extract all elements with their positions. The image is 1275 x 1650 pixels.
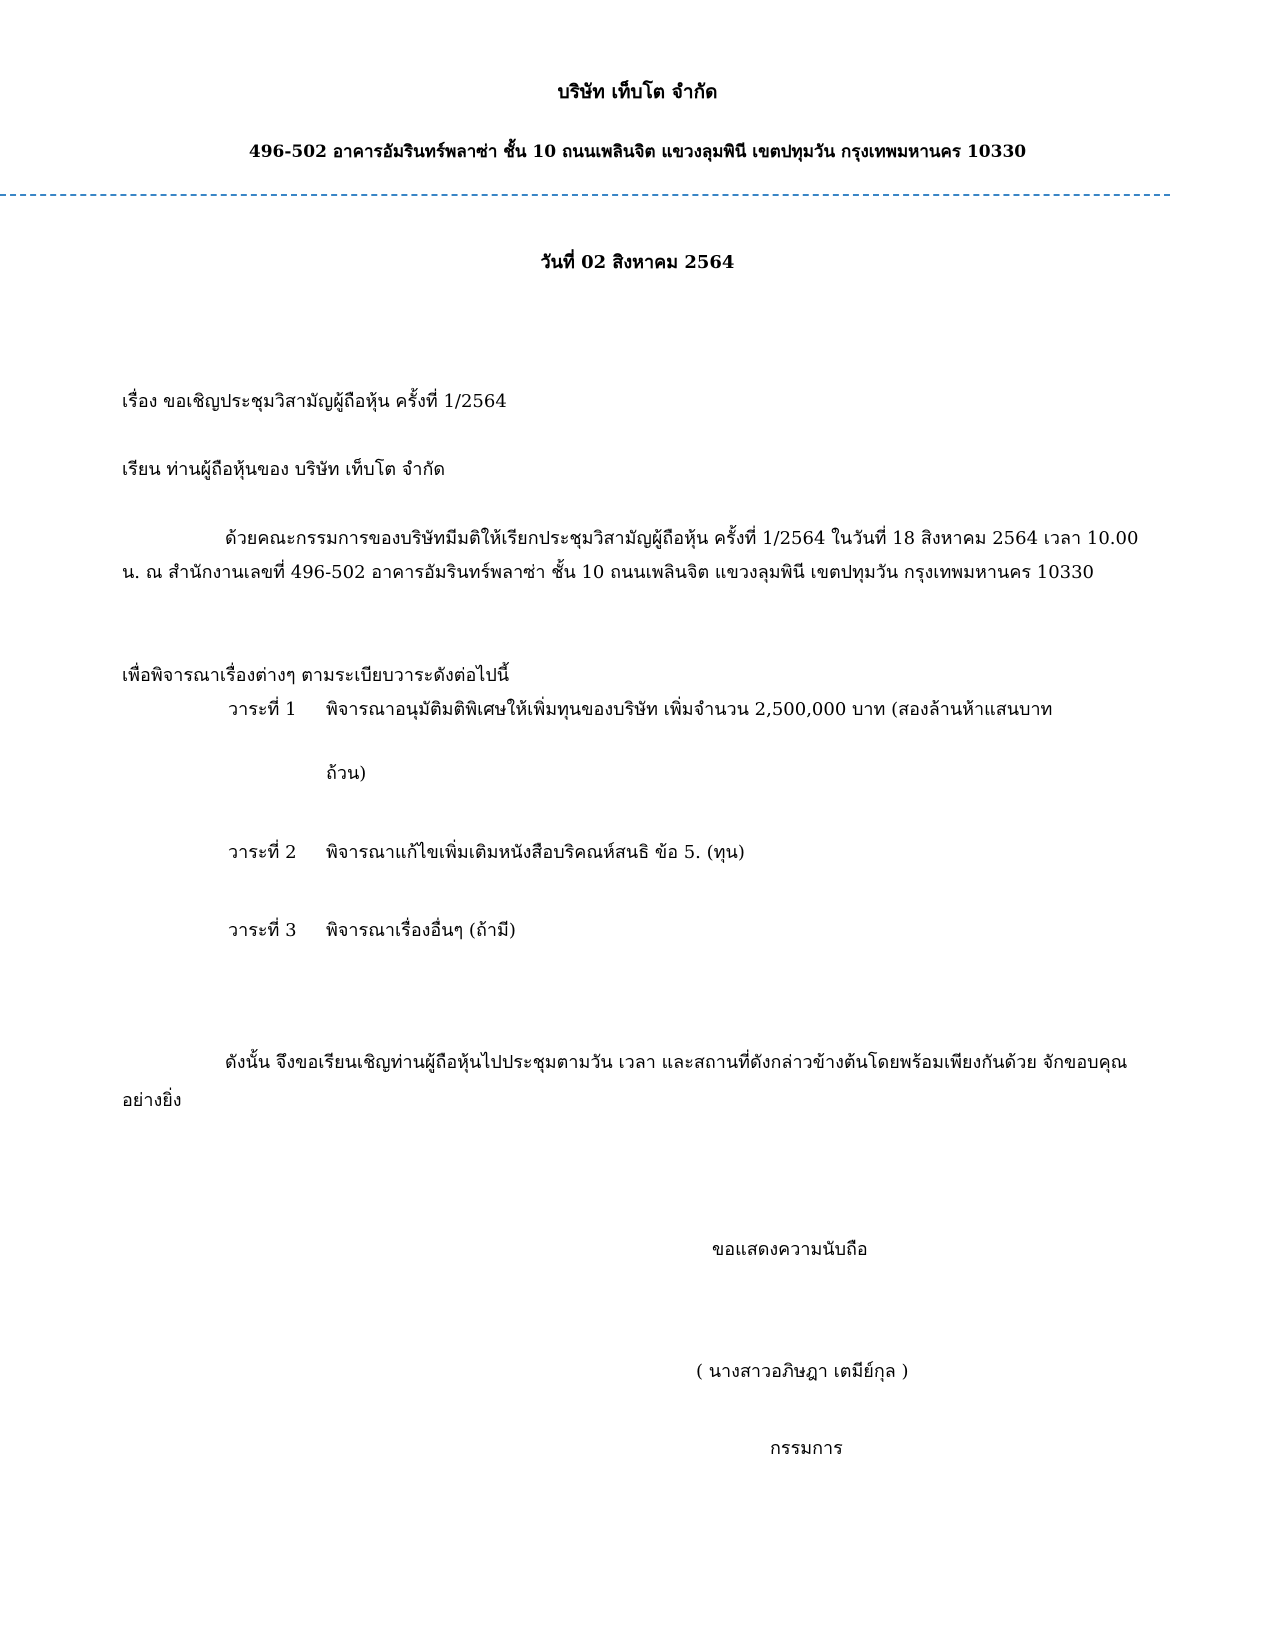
letter-date: วันที่ 02 สิงหาคม 2564 — [540, 252, 735, 273]
letter-body: ด้วยคณะกรรมการของบริษัทมีมติให้เรียกประชุมวิสามัญผู้ถือหุ้น ครั้งที่ 1/2564 ในวันที่ 18 สิงหาคม 2564 เวลา 10.00 น. ณ สำนักงานเลขที่ 496-502 อาคารอัมรินทร์พลาซ่า ชั้น 10 ถนนเพลินจิต แขวงลุมพินี เขตปทุมวัน กรุงเทพมหานคร 10330 — [122, 528, 1139, 583]
agenda-item-2-number: วาระที่ 2 — [228, 842, 297, 863]
letter-subject: เรื่อง ขอเชิญประชุมวิสามัญผู้ถือหุ้น ครั้งที่ 1/2564 — [122, 391, 507, 412]
agenda-item-1-number: วาระที่ 1 — [228, 699, 297, 720]
agenda-item-1-text-continued: ถ้วน) — [326, 763, 367, 784]
letter-recipient: เรียน ท่านผู้ถือหุ้นของ บริษัท เท็บโต จำกัด — [122, 459, 446, 480]
company-name: บริษัท เท็บโต จำกัด — [557, 81, 718, 103]
agenda-item-3-text: พิจารณาเรื่องอื่นๆ (ถ้ามี) — [326, 920, 516, 941]
closing-regards: ขอแสดงความนับถือ — [712, 1239, 868, 1260]
signer-name: ( นางสาวอภิษฎา เตมีย์กุล ) — [696, 1361, 909, 1382]
agenda-intro: เพื่อพิจารณาเรื่องต่างๆ ตามระเบียบวาระดังต่อไปนี้ — [122, 665, 510, 686]
agenda-item-1-text: พิจารณาอนุมัติมติพิเศษให้เพิ่มทุนของบริษัท เพิ่มจำนวน 2,500,000 บาท (สองล้านห้าแสนบาท — [326, 699, 1053, 720]
letter-closing: ดังนั้น จึงขอเรียนเชิญท่านผู้ถือหุ้นไปประชุมตามวัน เวลา และสถานที่ดังกล่าวข้างต้นโดยพร้อมเพียงกันด้วย จักขอบคุณอย่างยิ่ง — [122, 1052, 1128, 1111]
company-address: 496-502 อาคารอัมรินทร์พลาซ่า ชั้น 10 ถนนเพลินจิต แขวงลุมพินี เขตปทุมวัน กรุงเทพมหานคร 10330 — [248, 142, 1027, 162]
header-divider — [0, 194, 1170, 196]
agenda-item-3-number: วาระที่ 3 — [228, 920, 297, 941]
signer-position: กรรมการ — [770, 1438, 843, 1459]
agenda-item-2-text: พิจารณาแก้ไขเพิ่มเติมหนังสือบริคณห์สนธิ ข้อ 5. (ทุน) — [326, 842, 745, 863]
